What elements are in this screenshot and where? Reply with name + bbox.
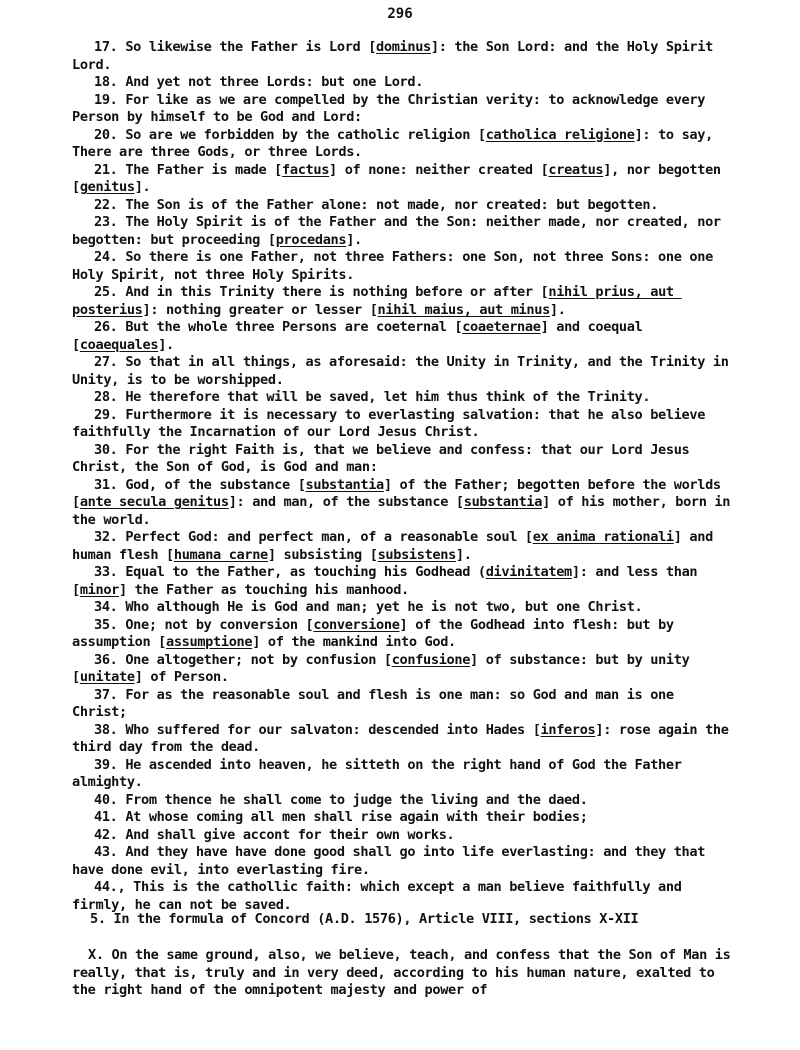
verse-text: 30. For the right Faith is, that we believe and confess: that our Lord Jesus Christ, the Son of God, is God and man: (72, 441, 698, 475)
verse (72, 809, 732, 827)
verse-text: ]. (346, 231, 362, 248)
verse-text: 21. The Father is made [ (94, 161, 283, 178)
verse-text: ]: to say, There are three Gods, or three Lords. (72, 126, 721, 160)
verse (72, 652, 732, 687)
verse-text: 37. For as the reasonable soul and flesh is one man: so God and man is one Christ; (72, 686, 682, 720)
verse-text: ]: rose again the third day from the dead. (72, 721, 737, 755)
verse-text: 27. So that in all things, as aforesaid: the Unity in Trinity, and the Trinity in Unity, is to be worshipped. (72, 354, 737, 388)
verse-text: ] of substance: but by unity [ (72, 651, 698, 685)
verse-text: 42. And shall give accont for their own works. (94, 826, 455, 843)
verse-text: 44., This is the cathollic faith: which except a man believe faithfully and firmly, he can not be saved. (72, 879, 690, 913)
latin-term: divinitatem (485, 564, 572, 580)
latin-term: coaeternae (462, 319, 541, 335)
verse-text: ] of the Father; begotten before the worlds [ (72, 476, 729, 510)
latin-term: minor (79, 581, 120, 598)
verse (72, 792, 732, 810)
verse-text: 40. From thence he shall come to judge the living and the daed. (94, 791, 588, 808)
verse-text: ] of none: neither created [ (329, 161, 549, 178)
verse-text: ] of Person. (134, 669, 229, 685)
verse (72, 214, 732, 249)
verse (72, 827, 732, 845)
verse-text: 24. So there is one Father, not three Fathers: one Son, not three Sons: one one Holy Spirit, not three Holy Spirits. (72, 249, 721, 283)
latin-term: coaequales (79, 336, 159, 353)
verse-text: 28. He therefore that will be saved, let him thus think of the Trinity. (94, 389, 651, 405)
verse (72, 529, 732, 564)
verse-text: ]. (134, 179, 151, 195)
verse-text: 25. And in this Trinity there is nothing before or after [ (94, 284, 549, 300)
concord-paragraph: X. On the same ground, also, we believe, teach, and confess that the Son of Man is really, that is, truly and in very deed, according to his human nature, exalted to the right hand of the omnipotent majesty and power of (72, 947, 739, 998)
verse-text: 32. Perfect God: and perfect man, of a reasonable soul [ (94, 529, 533, 545)
verse-text: ], nor begotten [ (72, 161, 729, 195)
verse-text: ] subsisting [ (267, 546, 378, 563)
verse-text: ]: and less than [ (72, 564, 706, 598)
verse-text: ]. (455, 546, 472, 563)
verse (72, 757, 732, 792)
verse-text: ] of the mankind into God. (252, 634, 456, 650)
verse (72, 74, 732, 92)
verse-text: 35. One; not by conversion [ (94, 616, 314, 633)
latin-term: genitus (79, 179, 135, 195)
latin-term: subsistens (377, 546, 456, 563)
verse-text: 26. But the whole three Persons are coeternal [ (94, 319, 463, 335)
verse-text: 23. The Holy Spirit is of the Father and the Son: neither made, nor created, nor begotten: but proceeding [ (72, 214, 729, 248)
latin-term: dominus (376, 39, 431, 55)
latin-term: substantia (463, 494, 543, 510)
latin-term: conversione (313, 616, 400, 633)
page-number: 296 (387, 6, 413, 22)
verse-text: 34. Who although He is God and man; yet he is not two, but one Christ. (94, 599, 643, 615)
verse-text: 36. One altogether; not by confusion [ (94, 651, 392, 668)
verse-text: 18. And yet not three Lords: but one Lord. (94, 74, 424, 90)
verse-text: 41. At whose coming all men shall rise again with their bodies; (94, 809, 588, 825)
latin-term: nihil maius, aut minus (377, 301, 550, 318)
latin-term: inferos (540, 721, 596, 738)
latin-term: substantia (305, 476, 384, 493)
verse-text: 20. So are we forbidden by the catholic religion [ (94, 126, 486, 143)
latin-term: factus (282, 161, 330, 178)
verse-text: ]: nothing greater or lesser [ (142, 301, 378, 318)
verse-text: ] and human flesh [ (72, 529, 721, 563)
verse-text: 38. Who suffered for our salvaton: descended into Hades [ (94, 721, 541, 738)
verse-text: 39. He ascended into heaven, he sitteth on the right hand of God the Father almighty. (72, 756, 690, 790)
latin-term: confusione (391, 651, 471, 668)
verse-text: ]: and man, of the substance [ (228, 494, 464, 510)
verse-text: 33. Equal to the Father, as touching his Godhead ( (94, 564, 486, 580)
verse-text: ] of the Godhead into flesh: but by assumption [ (72, 616, 682, 650)
verse (72, 721, 737, 757)
verse (72, 127, 732, 162)
verse-text: ]. (549, 301, 566, 318)
verse-text: ]. (158, 336, 174, 353)
verse-text: ] of his mother, born in the world. (72, 494, 738, 528)
verse (72, 197, 732, 215)
verse (72, 687, 732, 722)
section-heading: 5. In the formula of Concord (A.D. 1576), Article VIII, sections X-XII (90, 911, 639, 927)
verse (72, 319, 732, 354)
verse (72, 39, 732, 74)
latin-term: humana carne (173, 546, 268, 563)
latin-term: unitate (79, 669, 135, 685)
creed-verses (72, 39, 738, 914)
verse-text: 29. Furthermore it is necessary to everlasting salvation: that he also believe faithfully the Incarnation of our Lord Jesus Christ. (72, 406, 713, 440)
verse (72, 389, 732, 407)
verse (72, 354, 737, 389)
verse-text: 31. God, of the substance [ (94, 476, 306, 493)
verse-text: 43. And they have have done good shall go into life everlasting: and they that have done evil, into everlasting fire. (72, 844, 713, 878)
verse (72, 599, 732, 617)
verse (72, 564, 732, 599)
verse-text: ]: the Son Lord: and the Holy Spirit Lord. (72, 39, 721, 73)
latin-term: ante secula genitus (79, 494, 229, 510)
verse (72, 844, 732, 879)
verse (72, 442, 732, 477)
latin-term: catholica religione (485, 126, 635, 143)
verse-text: ] the Father as touching his manhood. (119, 581, 409, 598)
verse (72, 617, 732, 652)
latin-term: creatus (548, 161, 604, 178)
verse (72, 249, 732, 284)
verse (72, 162, 732, 197)
latin-term: nihil prius, aut posterius (72, 284, 682, 318)
verse (72, 476, 738, 530)
latin-term: assumptione (166, 634, 253, 650)
verse (72, 407, 732, 442)
verse (72, 284, 732, 319)
verse-text: 17. So likewise the Father is Lord [ (94, 39, 377, 55)
verse (72, 92, 732, 127)
verse-text: ] and coequal [ (72, 319, 651, 353)
verse (72, 879, 732, 914)
latin-term: ex anima rationali (532, 529, 674, 545)
latin-term: procedans (275, 231, 347, 248)
verse-text: 22. The Son is of the Father alone: not made, nor created: but begotten. (94, 196, 659, 213)
verse-text: 19. For like as we are compelled by the Christian verity: to acknowledge every Person by himself to be God and Lord: (72, 91, 713, 125)
